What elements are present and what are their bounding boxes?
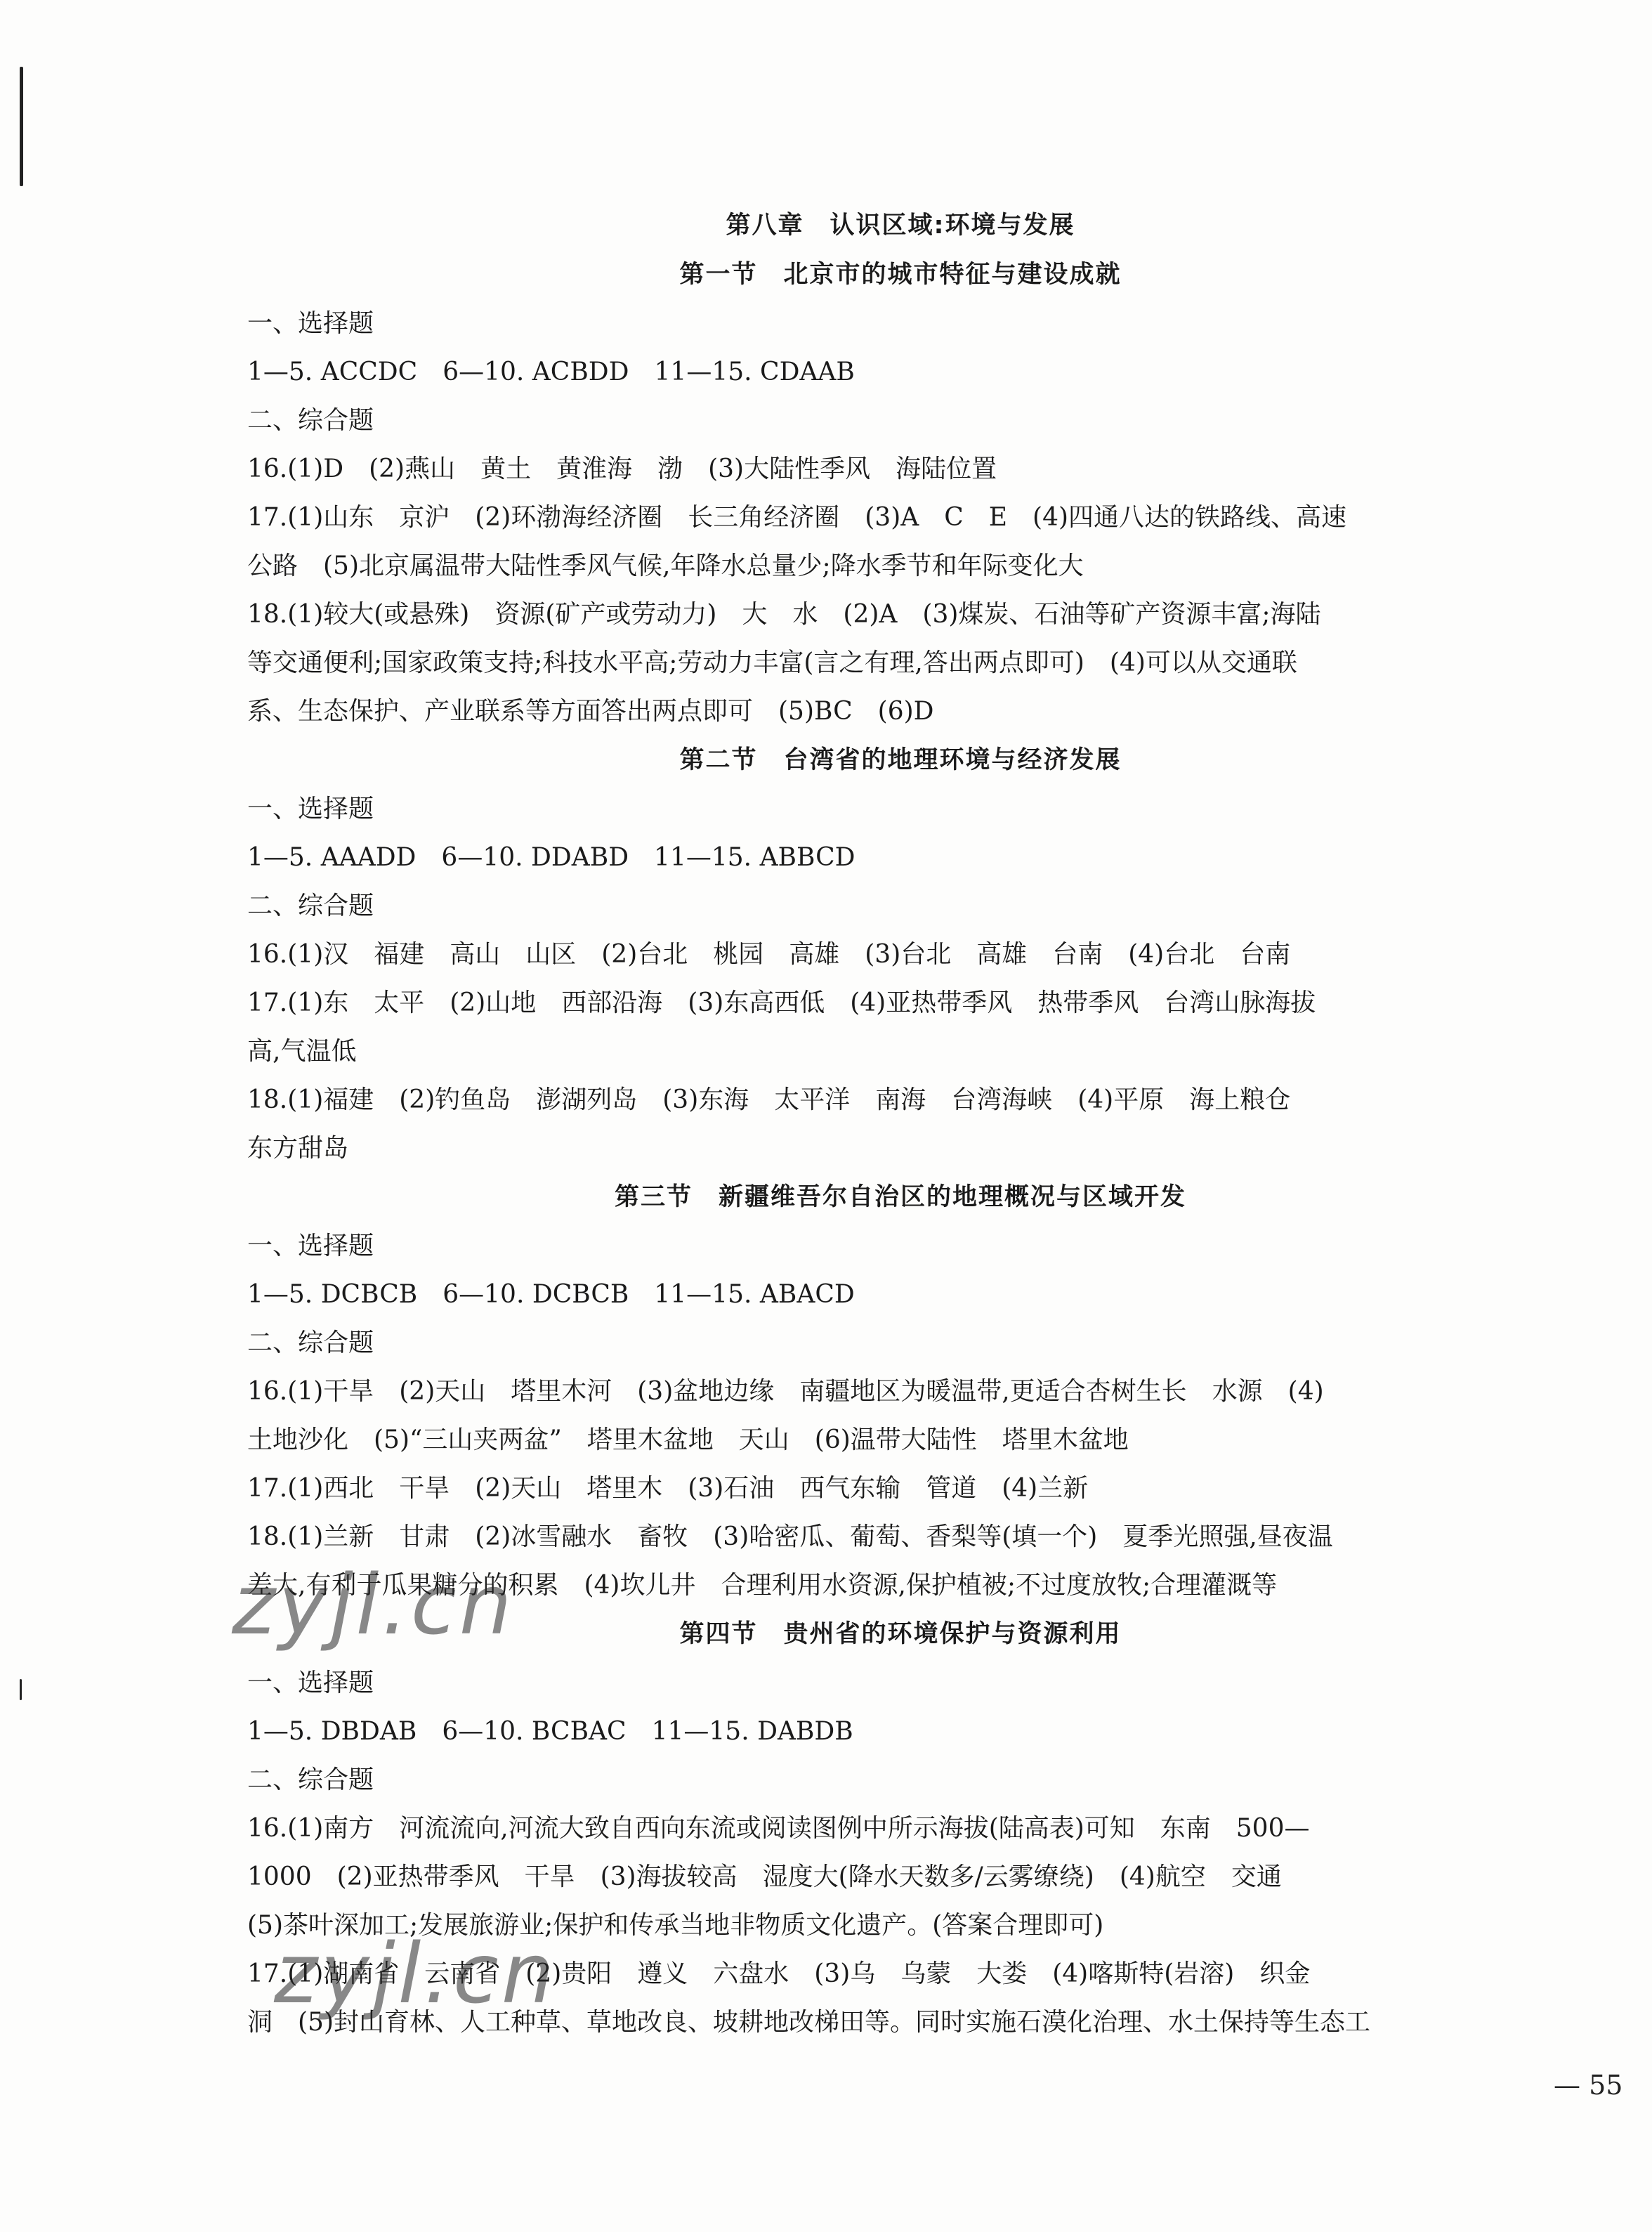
answer-line: 等交通便利;国家政策支持;科技水平高;劳动力丰富(言之有理,答出两点即可) (4)可以从交通联: [247, 648, 1297, 677]
answer-line: 1000 (2)亚热带季风 干旱 (3)海拔较高 湿度大(降水天数多/云雾缭绕) (4)航空 交通: [247, 1862, 1282, 1891]
answer-content: [247, 201, 1554, 2047]
question-type-heading: 一、选择题: [247, 795, 374, 823]
question-type-heading: 二、综合题: [247, 892, 374, 920]
answer-line: 系、生态保护、产业联系等方面答出两点即可 (5)BC (6)D: [247, 697, 934, 726]
answer-line: 17.(1)湖南省 云南省 (2)贵阳 遵义 六盘水 (3)乌 乌蒙 大娄 (4)喀斯特(岩溶) 织金: [247, 1959, 1311, 1988]
answer-line: 18.(1)福建 (2)钓鱼岛 澎湖列岛 (3)东海 太平洋 南海 台湾海峡 (4)平原 海上粮仓: [247, 1085, 1291, 1114]
answer-line: 东方甜岛: [247, 1134, 349, 1163]
answer-line: 18.(1)较大(或悬殊) 资源(矿产或劳动力) 大 水 (2)A (3)煤炭、石油等矿产资源丰富;海陆: [247, 600, 1321, 629]
binding-mark-top: [20, 67, 23, 186]
section-title: 第三节 新疆维吾尔自治区的地理概况与区域开发: [614, 1183, 1186, 1211]
question-type-heading: 二、综合题: [247, 1766, 374, 1794]
answer-line: 1—5. ACCDC 6—10. ACBDD 11—15. CDAAB: [247, 358, 855, 386]
section-title: 第一节 北京市的城市特征与建设成就: [679, 261, 1122, 289]
section-4: [247, 1610, 1554, 2047]
section-1: [247, 250, 1554, 736]
answer-line: 差大,有利于瓜果糖分的积累 (4)坎儿井 合理利用水资源,保护植被;不过度放牧;合理灌溉等: [247, 1571, 1278, 1600]
answer-line: 高,气温低: [247, 1037, 357, 1066]
question-type-heading: 二、综合题: [247, 406, 374, 435]
answer-line: 土地沙化 (5)“三山夹两盆” 塔里木盆地 天山 (6)温带大陆性 塔里木盆地: [247, 1425, 1129, 1454]
answer-line: 16.(1)D (2)燕山 黄土 黄淮海 渤 (3)大陆性季风 海陆位置: [247, 455, 997, 483]
watermark: zyjl.cn: [274, 1925, 557, 2022]
answer-line: 洞 (5)封山育林、人工种草、草地改良、坡耕地改梯田等。同时实施石漠化治理、水土保持等生态工: [247, 2008, 1370, 2037]
section-3: [247, 1173, 1554, 1610]
question-type-heading: 一、选择题: [247, 1669, 374, 1697]
answer-line: 1—5. DCBCB 6—10. DCBCB 11—15. ABACD: [247, 1280, 855, 1309]
answer-line: 16.(1)干旱 (2)天山 塔里木河 (3)盆地边缘 南疆地区为暖温带,更适合杏树生长 水源 (4): [247, 1377, 1324, 1406]
answer-line: 16.(1)南方 河流流向,河流大致自西向东流或阅读图例中所示海拔(陆高表)可知 东南 500—: [247, 1814, 1310, 1843]
section-2: [247, 736, 1554, 1173]
answer-line: 16.(1)汉 福建 高山 山区 (2)台北 桃园 高雄 (3)台北 高雄 台南 (4)台北 台南: [247, 940, 1291, 969]
question-type-heading: 一、选择题: [247, 1232, 374, 1260]
section-title: 第四节 贵州省的环境保护与资源利用: [679, 1620, 1122, 1648]
chapter-title: 第八章 认识区域:环境与发展: [726, 211, 1075, 240]
answer-line: 17.(1)西北 干旱 (2)天山 塔里木 (3)石油 西气东输 管道 (4)兰新: [247, 1474, 1089, 1503]
section-title: 第二节 台湾省的地理环境与经济发展: [679, 746, 1122, 774]
question-type-heading: 二、综合题: [247, 1329, 374, 1357]
answer-line: 18.(1)兰新 甘肃 (2)冰雪融水 畜牧 (3)哈密瓜、葡萄、香梨等(填一个) 夏季光照强,昼夜温: [247, 1522, 1333, 1551]
answer-line: (5)茶叶深加工;发展旅游业;保护和传承当地非物质文化遗产。(答案合理即可): [247, 1911, 1104, 1940]
question-type-heading: 一、选择题: [247, 309, 374, 338]
page-number: — 55: [1554, 2070, 1623, 2101]
answer-line: 1—5. AAADD 6—10. DDABD 11—15. ABBCD: [247, 843, 855, 872]
answer-line: 17.(1)东 太平 (2)山地 西部沿海 (3)东高西低 (4)亚热带季风 热带季风 台湾山脉海拔: [247, 988, 1316, 1017]
answer-line: 公路 (5)北京属温带大陆性季风气候,年降水总量少;降水季节和年际变化大: [247, 552, 1084, 580]
answer-line: 1—5. DBDAB 6—10. BCBAC 11—15. DABDB: [247, 1717, 853, 1746]
answer-line: 17.(1)山东 京沪 (2)环渤海经济圈 长三角经济圈 (3)A C E (4)四通八达的铁路线、高速: [247, 503, 1347, 532]
binding-mark-bottom: [20, 1679, 22, 1700]
watermark: zyjl.cn: [232, 1556, 515, 1653]
